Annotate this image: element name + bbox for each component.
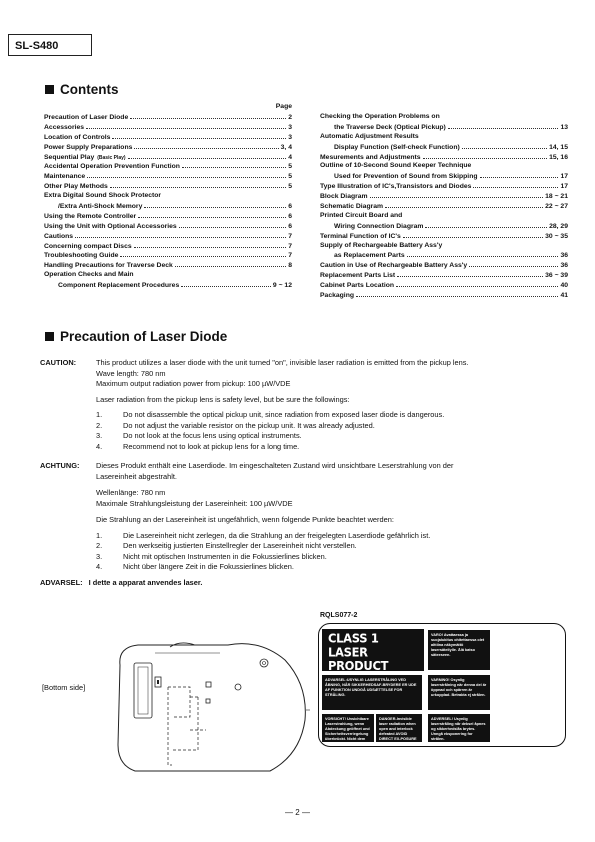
caution-label: CAUTION: xyxy=(40,358,77,367)
label-part-code: RQLS077-2 xyxy=(320,612,358,619)
toc-entry xyxy=(44,113,292,123)
toc-entry-title: the Traverse Deck (Optical Pickup) xyxy=(334,123,446,131)
toc-entry xyxy=(320,192,568,202)
toc-entry-title: Other Play Methods xyxy=(44,183,108,191)
unit-bottom-drawing xyxy=(110,625,310,775)
achtung-wave: Wellenlänge: 780 nm xyxy=(96,488,166,497)
toc-entry-page: 40 xyxy=(560,282,568,290)
toc-entry-title: Handling Precautions for Traverse Deck xyxy=(44,262,173,270)
toc-leader-dots xyxy=(397,271,543,277)
toc-entry xyxy=(44,222,292,232)
achtung-line-2: Lasereinheit abgestrahlt. xyxy=(96,471,177,481)
toc-entry-title: Type Illustration of IC's,Transistors and Diodes xyxy=(320,183,472,191)
contents-heading xyxy=(45,82,119,97)
toc-entry xyxy=(320,133,568,143)
advarsel-text: I dette a apparat anvendes laser. xyxy=(88,578,203,587)
toc-entry xyxy=(320,143,568,153)
toc-entry-title: Schematic Diagram xyxy=(320,203,384,211)
toc-entry-page: 3 xyxy=(288,123,292,131)
toc-entry xyxy=(44,162,292,172)
contents-title: Contents xyxy=(60,82,119,97)
toc-entry xyxy=(320,202,568,212)
toc-leader-dots xyxy=(396,281,558,287)
toc-entry-title: /Extra Anti-Shock Memory xyxy=(58,203,143,211)
toc-entry-title: Using the Unit with Optional Accessories xyxy=(44,222,177,230)
label-advarsel-dk: ADVARSEL:USYNLIG LASERSTRÅLING VED ÅBNING, NÅR SIKKERHEDSAF-BRYDERE ER UDE AF FUNKTION UNDGÅ UDSÆTTELSE FOR STRÅLING. xyxy=(322,675,422,710)
bottom-side-label: [Bottom side] xyxy=(42,683,86,692)
toc-entry-note: (Basic Play) xyxy=(97,154,126,161)
toc-leader-dots xyxy=(128,153,287,159)
toc-entry-title: Supply of Rechargeable Battery Ass'y xyxy=(320,241,443,249)
label-advarsel-no: ADVERSEL! Usynlig laserstråling når deksel åpnes og sikkerhedslås brytes. Unngå eksponering for strålen. RQLS077-2 xyxy=(428,714,490,742)
toc-right-column xyxy=(320,113,568,301)
toc-leader-dots xyxy=(179,222,287,228)
label-varning: VARNING! Osynlig laserstrålning när denna del är öppnad och spärren är urkopplad. Betrakta ej strålen. xyxy=(428,675,490,710)
toc-entry-title: Cabinet Parts Location xyxy=(320,282,395,290)
toc-entry xyxy=(320,251,568,261)
toc-entry xyxy=(44,242,292,252)
toc-entry-title: Mesurements and Adjustments xyxy=(320,153,421,161)
toc-entry xyxy=(44,182,292,192)
caution-block xyxy=(40,358,580,468)
toc-entry xyxy=(44,261,292,271)
label-code-small: RQLS077-2 xyxy=(466,742,487,746)
toc-entry-title: Accessories xyxy=(44,123,85,131)
toc-entry xyxy=(44,281,292,291)
toc-leader-dots xyxy=(87,172,286,178)
list-item: 2. Do not adjust the variable resistor on the pickup unit. It was already adjusted. xyxy=(96,420,375,430)
toc-leader-dots xyxy=(181,281,271,287)
toc-entry-title: Packaging xyxy=(320,292,354,300)
toc-entry-page: 15, 16 xyxy=(549,153,568,161)
toc-entry xyxy=(320,182,568,192)
toc-entry-page: 17 xyxy=(560,173,568,181)
toc-entry-title: Location of Controls xyxy=(44,133,111,141)
toc-leader-dots xyxy=(403,232,543,238)
toc-entry xyxy=(44,202,292,212)
toc-leader-dots xyxy=(134,242,287,248)
toc-leader-dots xyxy=(356,291,558,297)
list-item: 3. Nicht mit optischen Instrumenten in die Fokussierlines blicken. xyxy=(96,551,327,561)
toc-entry-title: Using the Remote Controller xyxy=(44,212,137,220)
toc-entry xyxy=(44,143,292,153)
toc-entry xyxy=(320,261,568,271)
toc-leader-dots xyxy=(75,232,286,238)
toc-leader-dots xyxy=(469,261,558,267)
toc-entry-page: 8 xyxy=(288,262,292,270)
toc-leader-dots xyxy=(120,251,286,257)
toc-entry xyxy=(320,222,568,232)
label-vorsicht: VORSICHT! Unsichtbare Laserstrahlung, wenn Abdeckung geöffnet und Sicherheitsverriegelung überbrückt. Nicht dem Strahl aussetzen. xyxy=(322,714,374,742)
toc-leader-dots xyxy=(182,162,286,168)
toc-entry xyxy=(320,113,568,123)
toc-entry xyxy=(44,192,292,202)
toc-leader-dots xyxy=(473,162,566,167)
page-number: — 2 — xyxy=(285,808,310,817)
toc-entry-title: Troubleshooting Guide xyxy=(44,252,119,260)
toc-entry xyxy=(44,153,292,163)
toc-entry xyxy=(44,133,292,143)
toc-entry xyxy=(320,172,568,182)
toc-entry-title: Used for Prevention of Sound from Skipping xyxy=(334,173,478,181)
toc-leader-dots xyxy=(163,192,290,197)
toc-entry-page: 41 xyxy=(560,292,568,300)
toc-entry-page: 28, 29 xyxy=(549,222,568,230)
toc-entry-page: 7 xyxy=(288,252,292,260)
class1-line2: LASER PRODUCT xyxy=(328,644,389,674)
caution-line-3: Maximum output radiation power from pickup: 100 µW/VDE xyxy=(96,379,291,388)
achtung-block xyxy=(40,461,580,581)
toc-entry xyxy=(44,251,292,261)
toc-entry-title: Operation Checks and Main xyxy=(44,271,134,279)
class1-line1: CLASS 1 xyxy=(328,631,379,646)
toc-entry-page: 13 xyxy=(560,123,568,131)
toc-entry-title: as Replacement Parts xyxy=(334,252,405,260)
toc-entry-title: Checking the Operation Problems on xyxy=(320,113,440,120)
toc-entry-title: Display Function (Self-check Function) xyxy=(334,143,460,151)
toc-leader-dots xyxy=(448,123,559,129)
model-number-box: SL-S480 xyxy=(8,34,92,56)
toc-leader-dots xyxy=(370,192,544,198)
achtung-safe: Die Strahlung an der Lasereinheit ist ungefährlich, wenn folgende Punkte beachtet werden: xyxy=(96,515,394,524)
toc-entry-page: 7 xyxy=(288,242,292,250)
toc-leader-dots xyxy=(385,202,543,208)
toc-leader-dots xyxy=(480,172,559,178)
toc-entry xyxy=(44,271,292,281)
toc-leader-dots xyxy=(473,182,558,188)
toc-entry xyxy=(44,172,292,182)
toc-entry xyxy=(44,123,292,133)
toc-entry-title: Maintenance xyxy=(44,173,86,181)
toc-entry-title: Replacement Parts List xyxy=(320,272,396,280)
list-item: 2. Den werkseitig justierten Einstellregler der Lasereinheit nicht verstellen. xyxy=(96,541,357,550)
toc-entry-title: Concerning compact Discs xyxy=(44,242,132,250)
toc-entry-page: 5 xyxy=(288,163,292,171)
bullet-square-icon xyxy=(45,85,54,94)
advarsel-block xyxy=(40,578,580,589)
toc-entry-title: Extra Digital Sound Shock Protector xyxy=(44,192,162,200)
list-item: 4. Recommend not to look at pickup lens for a long time. xyxy=(96,441,300,451)
toc-entry xyxy=(44,232,292,242)
toc-entry xyxy=(320,271,568,281)
toc-leader-dots xyxy=(138,212,286,218)
toc-entry-page: 5 xyxy=(288,183,292,191)
toc-leader-dots xyxy=(144,202,286,208)
achtung-power: Maximale Strahlungsleistung der Lasereinheit: 100 µW/VDE xyxy=(96,498,293,508)
toc-leader-dots xyxy=(462,143,547,149)
toc-entry-title: Automatic Adjustment Results xyxy=(320,132,419,140)
toc-leader-dots xyxy=(136,271,290,276)
toc-entry-page: 6 xyxy=(288,203,292,211)
toc-entry-page: 6 xyxy=(288,222,292,230)
toc-entry-title: Wiring Connection Diagram xyxy=(334,222,424,230)
toc-entry-title: Printed Circuit Board and xyxy=(320,211,403,219)
precaution-title: Precaution of Laser Diode xyxy=(60,329,228,344)
toc-leader-dots xyxy=(130,113,286,119)
toc-entry-page: 3 xyxy=(288,133,292,141)
label-varo: VARO! Avattaessa ja suojalukitus ohitettaessa olet alttiina näkymättö lasersäteilylle. Älä katso säteeseen. xyxy=(428,630,490,670)
toc-entry xyxy=(320,291,568,301)
toc-entry-page: 9 ~ 12 xyxy=(272,282,292,290)
toc-entry xyxy=(320,232,568,242)
toc-page-header: Page xyxy=(275,103,292,110)
toc-entry-page: 36 ~ 39 xyxy=(545,272,568,280)
toc-entry-page: 14, 15 xyxy=(549,143,568,151)
toc-entry-title: Power Supply Preparations xyxy=(44,143,133,151)
caution-list xyxy=(96,410,576,452)
toc-entry-page: 4 xyxy=(288,153,292,161)
toc-leader-dots xyxy=(444,242,566,247)
toc-entry-page: 2 xyxy=(288,114,292,121)
list-item: 1. Die Lasereinheit nicht zerlegen, da die Strahlung an der freigelegten Laserdiode gefährlich ist. xyxy=(96,530,431,540)
toc-entry-title: Cautions xyxy=(44,232,74,240)
toc-entry-page: 3, 4 xyxy=(280,143,292,151)
toc-entry-title: Block Diagram xyxy=(320,193,368,201)
toc-entry xyxy=(320,123,568,133)
toc-leader-dots xyxy=(175,261,286,267)
caution-line-2: Wave length: 780 nm xyxy=(96,368,166,378)
toc-entry-page: 30 ~ 35 xyxy=(545,232,568,240)
toc-entry-page: 7 xyxy=(288,232,292,240)
toc-leader-dots xyxy=(407,251,559,257)
toc-leader-dots xyxy=(421,133,566,138)
toc-entry xyxy=(320,162,568,172)
class1-laser-badge xyxy=(322,629,424,674)
list-item: 1. Do not disassemble the optical pickup unit, since radiation from exposed laser diode is dangerous. xyxy=(96,410,445,419)
achtung-list xyxy=(96,531,576,573)
list-item: 4. Nicht über längere Zeit in die Fokussierlines blicken. xyxy=(96,562,294,571)
toc-leader-dots xyxy=(442,113,566,118)
achtung-label: ACHTUNG: xyxy=(40,461,80,470)
toc-entry-title: Precaution of Laser Diode xyxy=(44,114,129,121)
toc-entry-page: 18 ~ 21 xyxy=(545,193,568,201)
label-danger: DANGER-Invisible laser radiation when open and interlock defeated AVOID DIRECT EX-POSURE TO BEAM. xyxy=(376,714,422,742)
list-item: 3. Do not look at the focus lens using optical instruments. xyxy=(96,431,302,440)
advarsel-label: ADVARSEL: xyxy=(40,578,83,587)
toc-entry-page: 22 ~ 27 xyxy=(545,203,568,211)
toc-leader-dots xyxy=(404,212,566,217)
toc-entry-title: Terminal Function of IC's xyxy=(320,232,401,240)
toc-entry-page: 17 xyxy=(560,183,568,191)
toc-entry xyxy=(320,153,568,163)
toc-entry-title: Accidental Operation Prevention Function xyxy=(44,163,180,171)
toc-entry xyxy=(44,212,292,222)
toc-entry-title: Caution in Use of Rechargeable Battery Ass'y xyxy=(320,262,468,270)
caution-safe: Laser radiation from the pickup lens is safety level, but be sure the followings: xyxy=(96,394,350,404)
toc-entry xyxy=(320,242,568,252)
toc-left-column xyxy=(44,103,292,291)
toc-leader-dots xyxy=(86,123,286,129)
toc-entry-page: 5 xyxy=(288,173,292,181)
toc-leader-dots xyxy=(112,133,286,139)
achtung-line-1: Dieses Produkt enthält eine Laserdiode. Im eingeschalteten Zustand wird unsichtbare Leserstrahlung von der xyxy=(96,461,454,470)
precaution-heading xyxy=(45,329,227,344)
toc-entry-title: Component Replacement Procedures xyxy=(58,282,180,290)
toc-leader-dots xyxy=(425,222,547,228)
toc-leader-dots xyxy=(423,153,548,159)
toc-entry xyxy=(320,212,568,222)
caution-line-1: This product utilizes a laser diode with the unit turned "on", invisible laser radiation is emitted from the pickup lens. xyxy=(96,358,469,367)
bullet-square-icon xyxy=(45,332,54,341)
toc-entry xyxy=(320,281,568,291)
toc-entry-page: 36 xyxy=(560,262,568,270)
toc-leader-dots xyxy=(134,143,278,149)
toc-entry-title: Outline of 10-Second Sound Keeper Technique xyxy=(320,162,472,170)
toc-entry-page: 6 xyxy=(288,212,292,220)
toc-entry-title: Sequential Play xyxy=(44,153,95,161)
toc-entry-page: 36 xyxy=(560,252,568,260)
toc-leader-dots xyxy=(110,182,286,188)
